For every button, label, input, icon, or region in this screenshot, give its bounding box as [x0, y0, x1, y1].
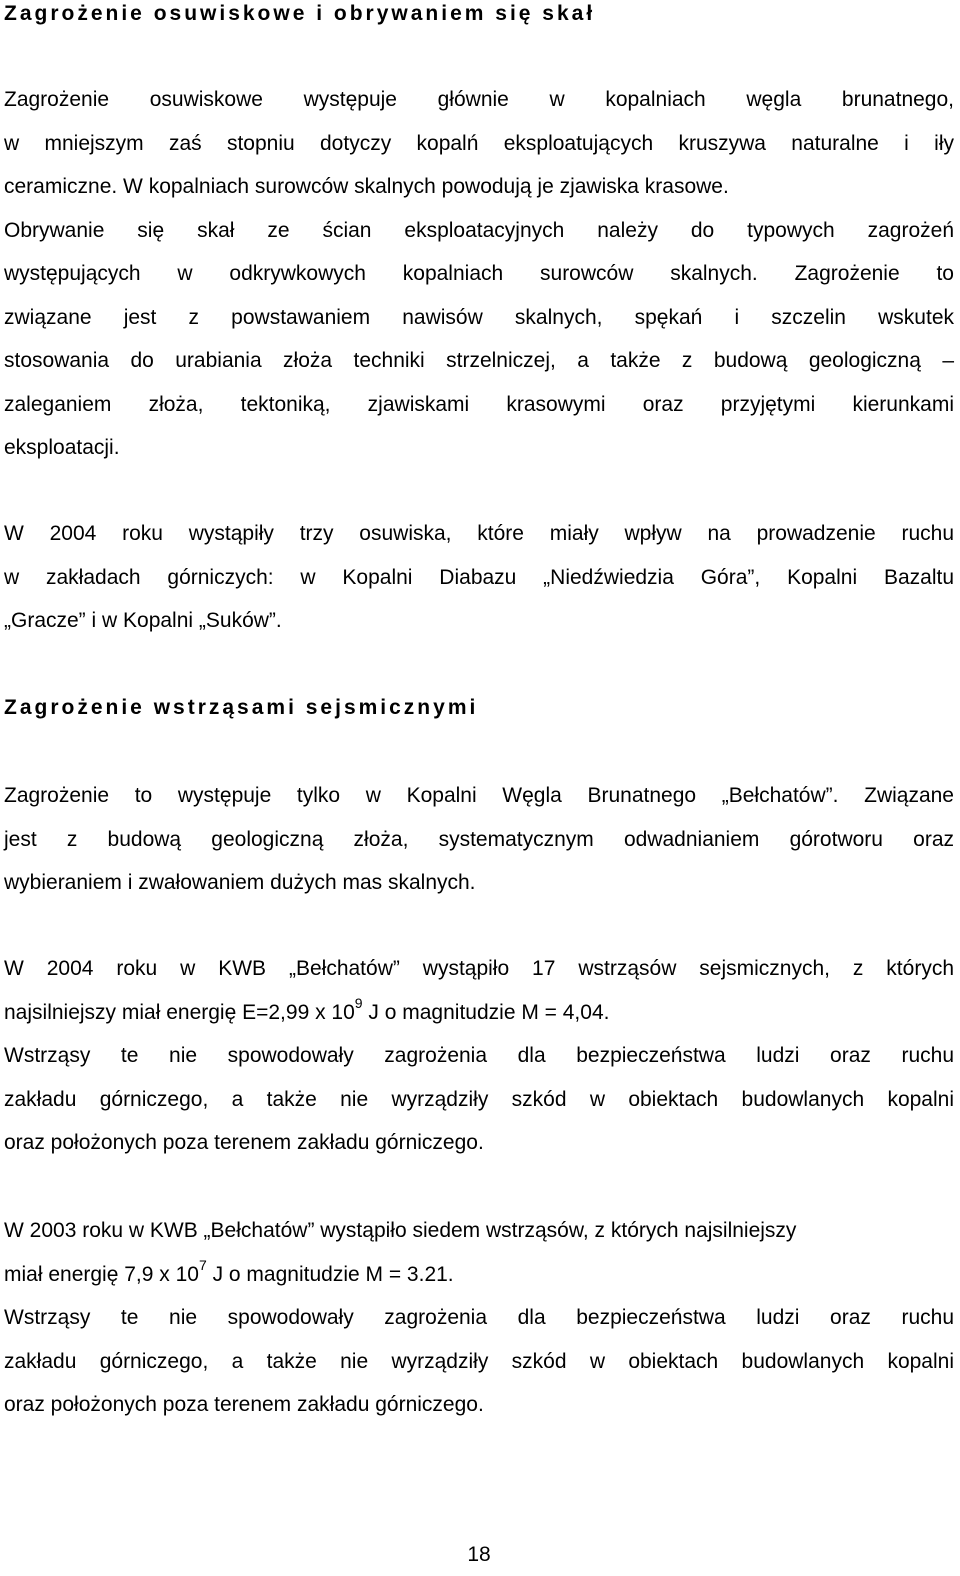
- paragraph-seismic-description: [4, 774, 954, 905]
- text-line: Wstrząsy te nie spowodowały zagrożenia dla bezpieczeństwa ludzi oraz ruchu: [4, 1044, 954, 1067]
- paragraph-landslide-description: [4, 78, 954, 470]
- text-line: zakładu górniczego, a także nie wyrządziły szkód w obiektach budowlanych kopalni: [4, 1349, 954, 1373]
- energy-exponent: 9: [354, 994, 363, 1011]
- energy-exponent: 7: [198, 1256, 207, 1273]
- text-line: związane jest z powstawaniem nawisów skalnych, spękań i szczelin wskutek: [4, 305, 954, 329]
- paragraph-tremors-2004: [4, 947, 954, 1165]
- text-line-energy: [4, 991, 954, 1035]
- page-number: [0, 1541, 960, 1569]
- text-line: Zagrożenie osuwiskowe występuje głównie w kopalniach węgla brunatnego,: [4, 88, 954, 111]
- text-line: Zagrożenie to występuje tylko w Kopalni Węgla Brunatnego „Bełchatów”. Związane: [4, 784, 954, 807]
- text-line: eksploatacji.: [4, 436, 120, 459]
- section-heading-seismic-hazard: Zagrożenie wstrząsami sejsmicznymi: [4, 696, 479, 719]
- text-line: zaleganiem złoża, tektoniką, zjawiskami krasowymi oraz przyjętymi kierunkami: [4, 392, 954, 416]
- text-line: występujących w odkrywkowych kopalniach surowców skalnych. Zagrożenie to: [4, 262, 954, 285]
- text-line: oraz położonych poza terenem zakładu górniczego.: [4, 1131, 484, 1154]
- text-line: zakładu górniczego, a także nie wyrządziły szkód w obiektach budowlanych kopalni: [4, 1087, 954, 1111]
- text-line: w mniejszym zaś stopniu dotyczy kopalń eksploatujących kruszywa naturalne i iły: [4, 131, 954, 155]
- magnitude-text: J o magnitudzie M = 3.21.: [206, 1262, 454, 1286]
- text-line: w zakładach górniczych: w Kopalni Diabazu „Niedźwiedzia Góra”, Kopalni Bazaltu: [4, 565, 954, 589]
- energy-text: najsilniejszy miał energię E=2,99 x 10: [4, 1000, 355, 1024]
- text-line: oraz położonych poza terenem zakładu górniczego.: [4, 1393, 484, 1416]
- text-line: Wstrząsy te nie spowodowały zagrożenia dla bezpieczeństwa ludzi oraz ruchu: [4, 1306, 954, 1329]
- text-line-energy: [4, 1253, 954, 1297]
- paragraph-tremors-2003: [4, 1209, 954, 1427]
- text-line: stosowania do urabiania złoża techniki strzelniczej, a także z budową geologiczną –: [4, 349, 954, 372]
- text-line: „Gracze” i w Kopalni „Suków”.: [4, 609, 282, 632]
- energy-text: miał energię 7,9 x 10: [4, 1262, 199, 1286]
- paragraph-landslides-2004: [4, 512, 954, 643]
- text-line: jest z budową geologiczną złoża, systematycznym odwadnianiem górotworu oraz: [4, 827, 954, 851]
- text-line: ceramiczne. W kopalniach surowców skalnych powodują je zjawiska krasowe.: [4, 175, 729, 198]
- text-line: wybieraniem i zwałowaniem dużych mas skalnych.: [4, 871, 476, 894]
- page-number-text: 18: [467, 1543, 491, 1566]
- text-line: Obrywanie się skał ze ścian eksploatacyjnych należy do typowych zagrożeń: [4, 218, 954, 242]
- magnitude-text: J o magnitudzie M = 4,04.: [362, 1000, 610, 1024]
- text-line: W 2003 roku w KWB „Bełchatów” wystąpiło siedem wstrząsów, z których najsilniejszy: [4, 1219, 797, 1242]
- text-line: W 2004 roku w KWB „Bełchatów” wystąpiło 17 wstrząsów sejsmicznych, z których: [4, 957, 954, 980]
- text-line: W 2004 roku wystąpiły trzy osuwiska, które miały wpływ na prowadzenie ruchu: [4, 522, 954, 545]
- section-heading-landslide-hazard: Zagrożenie osuwiskowe i obrywaniem się skał: [4, 2, 596, 25]
